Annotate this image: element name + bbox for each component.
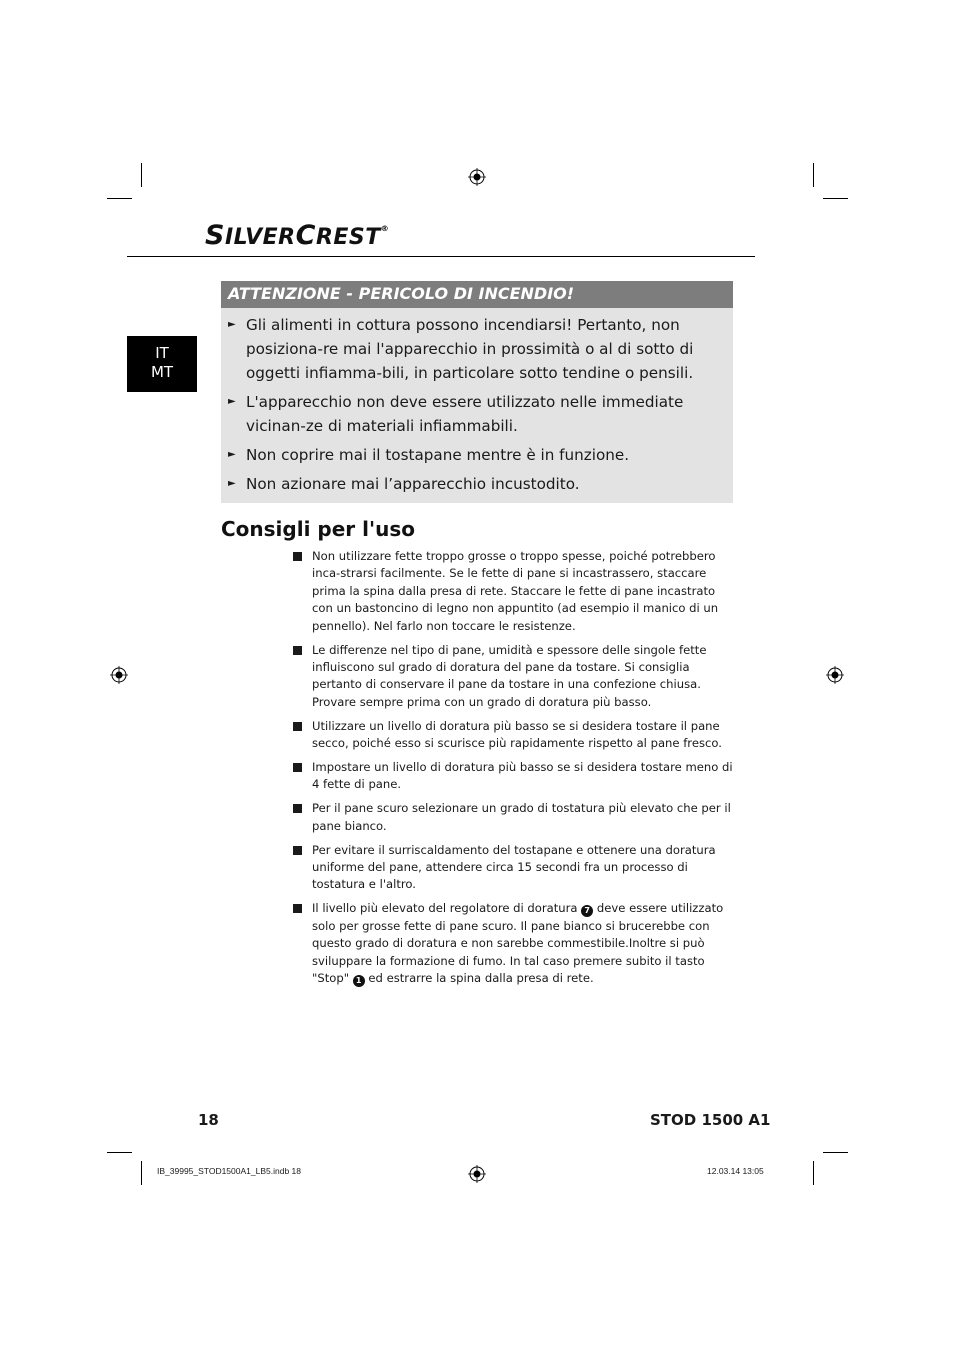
brand-logo: [205, 220, 389, 251]
tip-text: Per evitare il surriscaldamento del tostapane e ottenere una doratura uniforme del pane, attendere circa 15 secondi fra un processo di tostatura e l'altro.: [312, 842, 716, 892]
crop-mark: [141, 163, 142, 187]
section-title: Consigli per l'uso: [221, 517, 415, 541]
print-slug-date: 12.03.14 13:05: [707, 1166, 764, 1176]
square-bullet-icon: [293, 846, 302, 855]
arrow-bullet-icon: ►: [228, 319, 236, 330]
square-bullet-icon: [293, 646, 302, 655]
square-bullet-icon: [293, 552, 302, 561]
crop-mark: [107, 198, 132, 199]
tip-item: [293, 842, 733, 894]
crop-mark: [823, 198, 848, 199]
tip-item: [293, 642, 733, 712]
tip-text: Utilizzare un livello di doratura più basso se si desidera tostare il pane secco, poiché esso si scurisce più rapidamente rispetto al pane fresco.: [312, 718, 722, 751]
crop-mark: [813, 1161, 814, 1185]
tip-item: [293, 718, 733, 753]
logo-letter: S: [205, 220, 225, 251]
registration-mark-icon: [110, 666, 128, 684]
tip-text: Non utilizzare fette troppo grosse o troppo spesse, poiché potrebbero inca-strarsi facilmente. Se le fette di pane si incastrassero, staccare prima la spina dalla presa di rete. Staccare le fette di pane incastrato con un bastoncino di legno non appuntito (ad esempio il manico di un pennello). Nel farlo non toccare le resistenze.: [312, 549, 719, 633]
fire-warning-box: [221, 281, 733, 503]
warning-header: [221, 281, 733, 308]
square-bullet-icon: [293, 722, 302, 731]
header-divider: [127, 256, 755, 257]
square-bullet-icon: [293, 804, 302, 813]
tip-text: Il livello più elevato del regolatore di doratura: [312, 901, 582, 916]
square-bullet-icon: [293, 763, 302, 772]
browning-control-ref-icon: 7: [581, 905, 593, 917]
arrow-bullet-icon: ►: [228, 396, 236, 407]
arrow-bullet-icon: ►: [228, 449, 236, 460]
square-bullet-icon: [293, 904, 302, 913]
model-name: STOD 1500 A1: [650, 1111, 771, 1129]
warning-item: [228, 313, 728, 385]
language-code-it: IT: [155, 344, 169, 362]
warning-list: [228, 313, 728, 501]
registered-mark: ®: [380, 224, 390, 233]
warning-item-text: Gli alimenti in cottura possono incendiarsi! Pertanto, non posiziona-re mai l'apparecchio in prossimità o al di sotto di oggetti infiamma-bili, in particolare sotto tendine o pensili.: [246, 316, 694, 382]
warning-item: [228, 472, 728, 496]
registration-mark-icon: [468, 168, 486, 186]
arrow-bullet-icon: ►: [228, 478, 236, 489]
registration-mark-icon: [826, 666, 844, 684]
warning-item-text: L'apparecchio non deve essere utilizzato nelle immediate vicinan-ze di materiali infiammabili.: [246, 393, 684, 435]
tip-text: ed estrarre la spina dalla presa di rete.: [364, 970, 594, 985]
logo-letter: C: [295, 220, 316, 251]
page-number: 18: [198, 1111, 219, 1129]
tips-list: [293, 548, 733, 994]
warning-item: [228, 443, 728, 467]
tip-text: Impostare un livello di doratura più basso se si desidera tostare meno di 4 fette di pane.: [312, 759, 733, 792]
registration-mark-icon: [468, 1165, 486, 1183]
logo-text: REST: [315, 225, 381, 250]
crop-mark: [107, 1152, 132, 1153]
language-tab: [127, 336, 197, 392]
logo-text: ILVER: [224, 225, 296, 250]
tip-item: [293, 900, 733, 987]
crop-mark: [141, 1161, 142, 1185]
warning-item-text: Non azionare mai l’apparecchio incustodito.: [246, 475, 580, 493]
tip-item: [293, 548, 733, 635]
tip-text: Per il pane scuro selezionare un grado di tostatura più elevato che per il pane bianco.: [312, 801, 731, 833]
warning-title: ATTENZIONE - PERICOLO DI INCENDIO!: [228, 284, 575, 303]
warning-item-text: Non coprire mai il tostapane mentre è in funzione.: [246, 446, 630, 464]
tip-text: Le differenze nel tipo di pane, umidità e spessore delle singole fette influiscono sul grado di doratura del pane da tostare. Si consiglia pertanto di conservare il pane da tostare in una confezione chiusa. Provare sempre prima con un grado di doratura più basso.: [312, 642, 707, 709]
tip-item: [293, 759, 733, 794]
tip-text: deve essere utilizzato solo per grosse fette di pane scuro. Il pane bianco si brucerebbe con questo grado di doratura e non sarebbe commestibile.Inoltre si può sviluppare la formazione di fumo. In tal caso premere subito il tasto "Stop": [312, 901, 724, 985]
stop-button-ref-icon: 1: [353, 975, 365, 987]
crop-mark: [823, 1152, 848, 1153]
tip-item: [293, 800, 733, 835]
language-code-mt: MT: [150, 363, 174, 381]
print-slug-file: IB_39995_STOD1500A1_LB5.indb 18: [157, 1166, 301, 1176]
warning-item: [228, 390, 728, 438]
crop-mark: [813, 163, 814, 187]
